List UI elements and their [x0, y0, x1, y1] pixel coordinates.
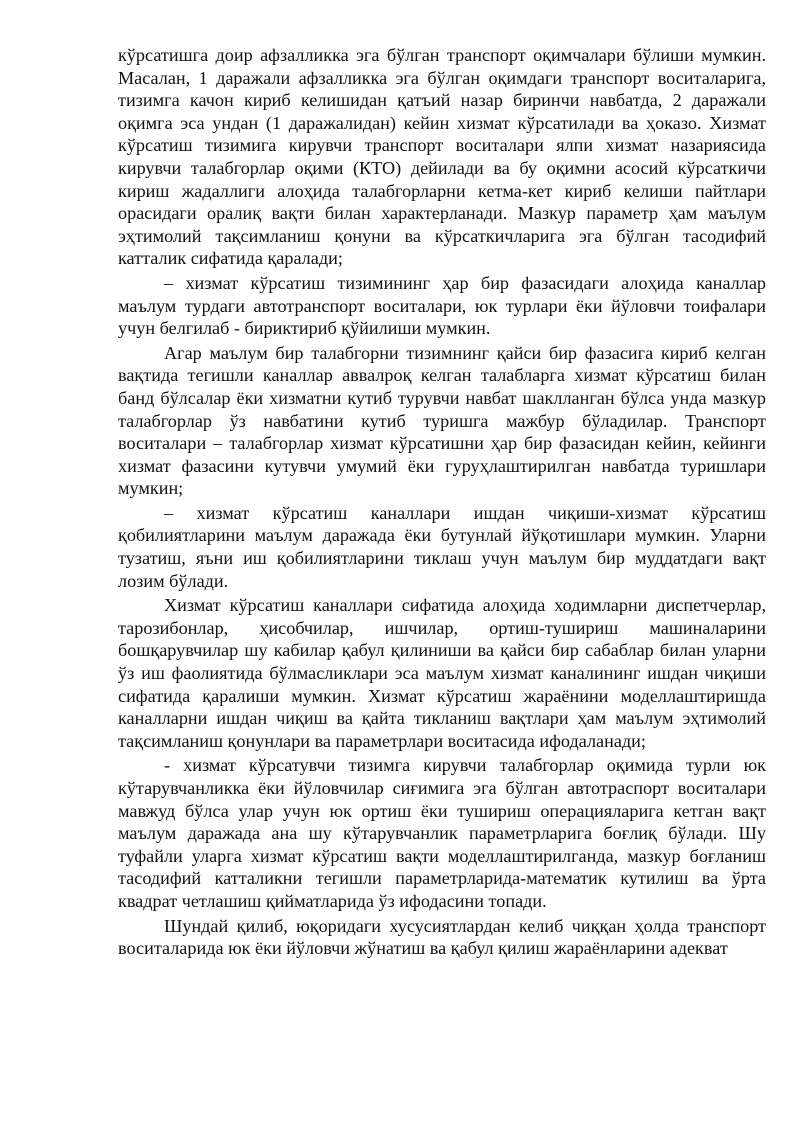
- paragraph-3: Агар маълум бир талабгорни тизимнинг қайси бир фазасига кириб келган вақтида тегишли каналлар аввалроқ келган талабларга хизмат кўрсатиш билан банд бўлсалар ёки хизматни кутиб турувчи навбат шаклланган бўлса унда мазкур талабгорлар ўз навбатини кутиб туришга мажбур бўладилар. Транспорт воситалари – талабгорлар хизмат кўрсатишни ҳар бир фазасидан кейин, кейинги хизмат фазасини кутувчи умумий ёки гуруҳлаштирилган навбатда туришлари мумкин;: [118, 342, 766, 499]
- paragraph-5: Хизмат кўрсатиш каналлари сифатида алоҳида ходимларни диспетчерлар, тарозибонлар, ҳисобчилар, ишчилар, ортиш-тушириш машиналарини бошқарувчилар шу кабилар қабул қилиниши ва қайси бир сабаблар билан уларни ўз иш фаолиятида бўлмасликлари эса маълум хизмат каналининг ишдан чиқиши сифатида қаралиши мумкин. Хизмат кўрсатиш жараёнини моделлаштиришда каналларни ишдан чиқиш ва қайта тикланиш вақтлари ҳам маълум эҳтимолий тақсимланиш қонунлари ва параметрлари воситасида ифодаланади;: [118, 595, 766, 751]
- paragraph-1: кўрсатишга доир афзалликка эга бўлган транспорт оқимчалари бўлиши мумкин. Масалан, 1 даражали афзалликка эга бўлган оқимдаги транспорт воситаларига, тизимга качон кириб келишидан қатъий назар биринчи навбатда, 2 даражали оқимга эса ундан (1 даражалидан) кейин хизмат кўрсатилади ва ҳоказо. Хизмат кўрсатиш тизимига кирувчи транспорт воситалари ялпи хизмат назариясида кирувчи талабгорлар оқими (КТО) дейилади ва бу оқимни асосий кўрсаткичи кириш жадаллиги алоҳида талабгорларни кетма-кет кириб келиши пайтлари орасидаги оралиқ вақти билан характерланади. Мазкур параметр ҳам маълум эҳтимолий тақсимланиш қонуни ва кўрсаткичларига эга бўлган тасодифий катталик сифатида қаралади;: [118, 45, 766, 269]
- document-page: [118, 44, 766, 962]
- paragraph-7: Шундай қилиб, юқоридаги хусусиятлардан келиб чиққан ҳолда транспорт воситаларида юк ёки йўловчи жўнатиш ва қабул қилиш жараёнларини адекват: [118, 915, 766, 959]
- paragraph-6: - хизмат кўрсатувчи тизимга кирувчи талабгорлар оқимида турли юк кўтарувчанликка ёки йўловчилар сиғимига эга бўлган автотраспорт воситалари мавжуд бўлса улар учун юк ортиш ёки тушириш операцияларига кетган вақт маълум даражада ана шу кўтарувчанлик параметрларига боғлиқ бўлади. Шу туфайли уларга хизмат кўрсатиш вақти моделлаштирилганда, мазкур боғланиш тасодифий катталикни тегишли параметрларида-математик кутилиш ва ўрта квадрат четлашиш қийматларида ўз ифодасини топади.: [118, 755, 766, 911]
- paragraph-2: – хизмат кўрсатиш тизимининг ҳар бир фазасидаги алоҳида каналлар маълум турдаги автотранспорт воситалари, юк турлари ёки йўловчи тоифалари учун белгилаб - бириктириб қўйилиши мумкин.: [118, 272, 766, 339]
- paragraph-4: – хизмат кўрсатиш каналлари ишдан чиқиши-хизмат кўрсатиш қобилиятларини маълум даражада ёки бутунлай йўқотишлари мумкин. Уларни тузатиш, яъни иш қобилиятларини тиклаш учун маълум бир муддатдаги вақт лозим бўлади.: [118, 502, 766, 591]
